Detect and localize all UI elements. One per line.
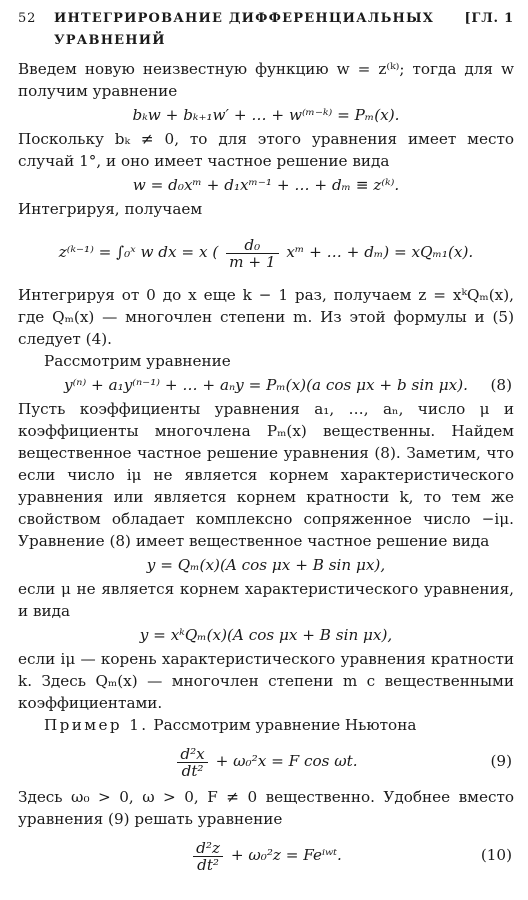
paragraph-5: Рассмотрим уравнение (44, 352, 231, 370)
equation-8-rest: + ω₀²z = Feⁱʷᵗ. (230, 846, 342, 864)
equation-5: y = Qₘ(x)(A cos μx + B sin μx), (146, 556, 386, 574)
running-header (18, 8, 514, 52)
equation-4-body: y⁽ⁿ⁾ + a₁y⁽ⁿ⁻¹⁾ + … + aₙy = Pₘ(x)(a cos μx + b sin μx). (64, 376, 468, 394)
fraction-denominator: m + 1 (229, 252, 276, 271)
equation-number-8: (8) (490, 376, 512, 394)
paragraph-9: Здесь ω₀ > 0, ω > 0, F ≠ 0 вещественно. Удобнее вместо уравнения (9) решать уравнение (18, 788, 514, 828)
paragraph-7: если μ не является корнем характеристического уравнения, и вида (18, 580, 514, 620)
paragraph-3: Интегрируя, получаем (18, 200, 203, 218)
chapter-marker: [ГЛ. 1 (464, 11, 514, 26)
fraction-numerator: d²z (193, 840, 223, 857)
equation-2: w = d₀xᵐ + d₁xᵐ⁻¹ + … + dₘ ≡ z⁽ᵏ⁾. (132, 176, 400, 194)
equation-7-fraction (177, 746, 207, 779)
page-number: 52 (18, 11, 37, 26)
fraction-numerator: d₀ (226, 237, 278, 254)
paragraph-4: Интегрируя от 0 до x еще k − 1 раз, получаем z = xᵏQₘ(x), где Qₘ(x) — многочлен степени m. Из этой формулы и (5) следует (4). (18, 286, 514, 348)
equation-1: bₖw + bₖ₊₁w′ + … + w⁽ᵐ⁻ᵏ⁾ = Pₘ(x). (132, 106, 400, 124)
paragraph-6: Пусть коэффициенты уравнения a₁, …, aₙ, число μ и коэффициенты многочлена Pₘ(x) вещественны. Найдем вещественное частное решение уравнения (8). Заметим, что если число iμ не является корнем характеристического уравнения или является корнем кратности k, то тем же свойством обладает комплексно сопряженное число −iμ. Уравнение (8) имеет вещественное частное решение вида (18, 400, 514, 550)
equation-3 (18, 222, 514, 282)
running-title: ИНТЕГРИРОВАНИЕ ДИФФЕРЕНЦИАЛЬНЫХ УРАВНЕНИЙ (54, 11, 435, 48)
equation-8 (18, 832, 514, 878)
paragraph-8: если iμ — корень характеристического уравнения кратности k. Здесь Qₘ(x) — многочлен степени m с вещественными коэффициентами. (18, 650, 514, 712)
fraction-numerator: d²x (177, 746, 207, 763)
example-heading (18, 714, 514, 736)
equation-7-rest: + ω₀²x = F cos ωt. (215, 752, 358, 770)
equation-8-fraction (193, 840, 223, 873)
equation-3-left: z⁽ᵏ⁻¹⁾ = ∫₀ˣ w dx = x ( (58, 243, 219, 261)
equation-number-10: (10) (480, 846, 512, 864)
equation-3-right: xᵐ + … + dₘ) = xQₘ₁(x). (286, 243, 474, 261)
example-label: Пример 1. (44, 716, 149, 734)
equation-6: y = xᵏQₘ(x)(A cos μx + B sin μx), (139, 626, 393, 644)
equation-number-9: (9) (490, 752, 512, 770)
equation-3-fraction (226, 237, 278, 270)
equation-7 (18, 738, 514, 784)
paragraph-1: Введем новую неизвестную функцию w = z⁽ᵏ⁾; тогда для w получим уравнение (18, 60, 514, 100)
example-text: Рассмотрим уравнение Ньютона (153, 716, 417, 734)
fraction-denominator: dt² (197, 855, 220, 874)
equation-4 (18, 374, 514, 396)
fraction-denominator: dt² (181, 761, 204, 780)
paragraph-2: Поскольку bₖ ≠ 0, то для этого уравнения имеет место случай 1°, и оно имеет частное решение вида (18, 130, 514, 170)
